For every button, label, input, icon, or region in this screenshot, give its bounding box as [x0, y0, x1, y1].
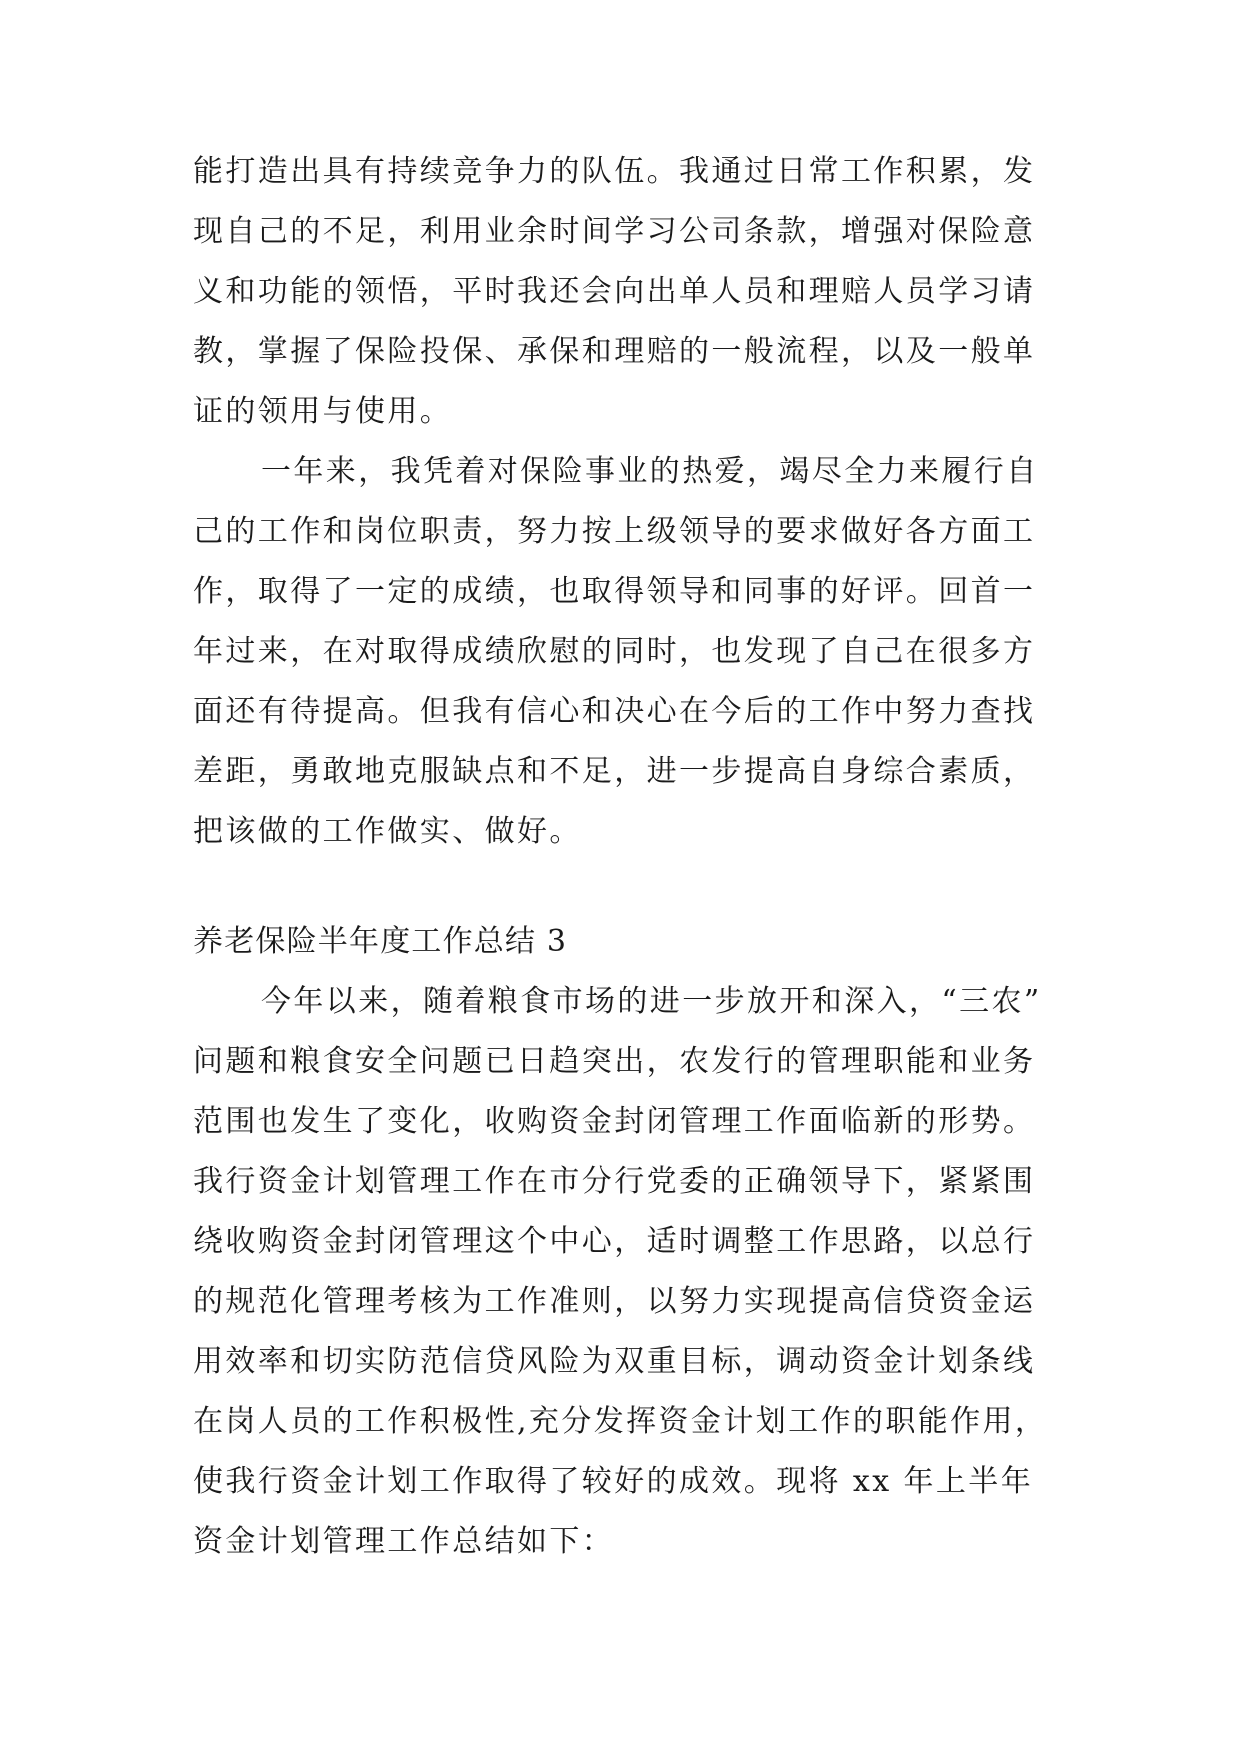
paragraph-3-line-10: 资金计划管理工作总结如下： [193, 1524, 615, 1559]
paragraph-3-line-5: 绕收购资金封闭管理这个中心，适时调整工作思路，以总行 [193, 1224, 1036, 1259]
paragraph-2-line-7: 把该做的工作做实、做好。 [193, 814, 582, 849]
paragraph-3-line-1: 今年以来，随着粮食市场的进一步放开和深入，“三农” [261, 984, 1042, 1019]
paragraph-3-line-3: 范围也发生了变化，收购资金封闭管理工作面临新的形势。 [193, 1104, 1036, 1139]
paragraph-1-line-4: 教，掌握了保险投保、承保和理赔的一般流程，以及一般单 [193, 334, 1036, 369]
paragraph-2-line-4: 年过来，在对取得成绩欣慰的同时，也发现了自己在很多方 [193, 634, 1036, 669]
paragraph-3-line-8: 在岗人员的工作积极性,充分发挥资金计划工作的职能作用， [193, 1404, 1048, 1439]
paragraph-2-line-3: 作，取得了一定的成绩，也取得领导和同事的好评。回首一 [193, 574, 1036, 609]
paragraph-2-line-5: 面还有待提高。但我有信心和决心在今后的工作中努力查找 [193, 694, 1036, 729]
paragraph-3-line-9: 使我行资金计划工作取得了较好的成效。现将 xx 年上半年 [193, 1464, 1034, 1499]
paragraph-3-line-7: 用效率和切实防范信贷风险为双重目标，调动资金计划条线 [193, 1344, 1036, 1379]
paragraph-1-line-3: 义和功能的领悟，平时我还会向出单人员和理赔人员学习请 [193, 274, 1036, 309]
paragraph-2-line-6: 差距，勇敢地克服缺点和不足，进一步提高自身综合素质， [193, 754, 1036, 789]
paragraph-3-line-2: 问题和粮食安全问题已日趋突出，农发行的管理职能和业务 [193, 1044, 1036, 1079]
paragraph-2-line-1: 一年来，我凭着对保险事业的热爱，竭尽全力来履行自 [261, 454, 1039, 489]
paragraph-3-line-4: 我行资金计划管理工作在市分行党委的正确领导下，紧紧围 [193, 1164, 1036, 1199]
paragraph-2-line-2: 己的工作和岗位职责，努力按上级领导的要求做好各方面工 [193, 514, 1036, 549]
paragraph-1-line-1: 能打造出具有持续竞争力的队伍。我通过日常工作积累，发 [193, 154, 1036, 189]
section-title: 养老保险半年度工作总结 3 [193, 924, 568, 959]
paragraph-3-line-6: 的规范化管理考核为工作准则，以努力实现提高信贷资金运 [193, 1284, 1036, 1319]
paragraph-1-line-2: 现自己的不足，利用业余时间学习公司条款，增强对保险意 [193, 214, 1036, 249]
paragraph-1-line-5: 证的领用与使用。 [193, 394, 453, 429]
